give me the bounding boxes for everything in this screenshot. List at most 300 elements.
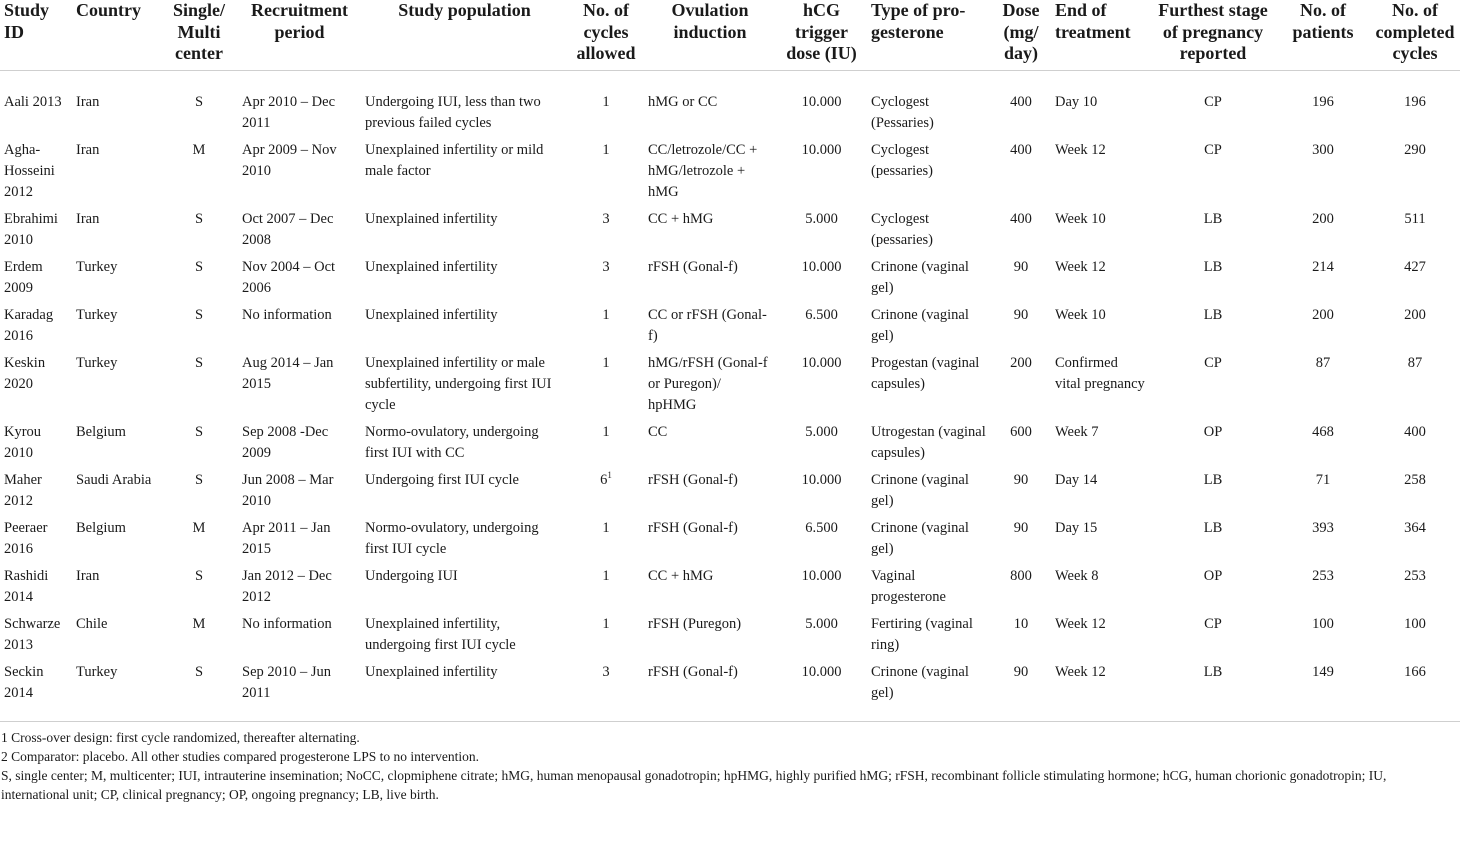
cell-recruitment [238, 662, 361, 722]
cell-patients [1276, 353, 1370, 422]
cell-completed-text: 364 [1404, 520, 1426, 536]
cell-patients-text: 87 [1315, 355, 1331, 371]
table-row [0, 71, 1460, 141]
cell-center [160, 305, 238, 353]
cell-stage-text: LB [1203, 520, 1223, 536]
cell-patients [1276, 566, 1370, 614]
cell-completed-text: 258 [1404, 472, 1426, 488]
cell-progesterone-text: Crinone (vaginal gel) [871, 472, 969, 509]
cell-center [160, 71, 238, 141]
cell-stage-text: LB [1203, 472, 1223, 488]
cell-progesterone [867, 257, 991, 305]
cell-patients [1276, 305, 1370, 353]
cell-study-id-text: Peeraer 2016 [4, 520, 48, 557]
header-single-multi: Single/ Multi center [160, 0, 238, 71]
header-progesterone: Type of pro- gesterone [867, 0, 991, 71]
cell-hcg [776, 305, 867, 353]
header-recruitment: Recruitment period [238, 0, 361, 71]
cell-completed [1370, 518, 1460, 566]
cell-dose [991, 257, 1051, 305]
cell-dose-text: 10 [1013, 616, 1029, 632]
cell-dose [991, 305, 1051, 353]
cell-country-text: Turkey [76, 355, 118, 371]
table-row [0, 209, 1460, 257]
cell-progesterone [867, 422, 991, 470]
cell-hcg-text: 10.000 [801, 94, 842, 110]
cell-end [1051, 257, 1150, 305]
cell-progesterone [867, 209, 991, 257]
cell-patients [1276, 422, 1370, 470]
cell-end [1051, 614, 1150, 662]
cell-ovulation-text: hMG/rFSH (Gonal-f or Puregon)/ hpHMG [648, 355, 768, 413]
cell-ovulation-text: CC + hMG [648, 211, 714, 227]
cell-center-text: S [194, 472, 204, 488]
cell-patients-text: 468 [1312, 424, 1334, 440]
cell-progesterone [867, 662, 991, 722]
cell-center [160, 470, 238, 518]
cell-completed [1370, 566, 1460, 614]
cell-cycles [568, 353, 644, 422]
cell-completed [1370, 305, 1460, 353]
cell-end [1051, 662, 1150, 722]
cell-ovulation [644, 71, 776, 141]
cell-cycles-text: 3 [602, 259, 610, 275]
cell-end-text: Week 12 [1055, 142, 1106, 158]
cell-country-text: Belgium [76, 424, 126, 440]
cell-country [72, 614, 160, 662]
cell-study-id-text: Agha-Hosseini 2012 [4, 142, 55, 200]
cell-end [1051, 209, 1150, 257]
cell-study-id [0, 614, 72, 662]
cell-center [160, 353, 238, 422]
cell-dose [991, 71, 1051, 141]
cell-progesterone [867, 566, 991, 614]
cell-population [361, 422, 568, 470]
cell-recruitment-text: No information [242, 616, 332, 632]
cell-dose [991, 566, 1051, 614]
cell-dose [991, 662, 1051, 722]
footnote-1: 1 Cross-over design: first cycle randomized, thereafter alternating. [1, 730, 360, 745]
cell-hcg-text: 5.000 [805, 616, 838, 632]
cell-dose-text: 90 [1013, 520, 1029, 536]
cell-end [1051, 470, 1150, 518]
cell-patients-text: 200 [1312, 307, 1334, 323]
cell-country-text: Iran [76, 211, 100, 227]
cell-cycles [568, 422, 644, 470]
footnote-2: 2 Comparator: placebo. All other studies compared progesterone LPS to no intervention. [1, 749, 480, 764]
cell-recruitment [238, 71, 361, 141]
cell-hcg [776, 518, 867, 566]
cell-hcg-text: 10.000 [801, 142, 842, 158]
table-row [0, 422, 1460, 470]
cell-end [1051, 71, 1150, 141]
cell-progesterone [867, 71, 991, 141]
cell-stage [1150, 71, 1276, 141]
cell-ovulation-text: CC or rFSH (Gonal-f) [648, 307, 767, 344]
cell-hcg [776, 353, 867, 422]
cell-population-text: Unexplained infertility [365, 664, 498, 680]
cell-progesterone-text: Crinone (vaginal gel) [871, 520, 969, 557]
cell-stage-text: CP [1204, 142, 1222, 158]
cell-end [1051, 566, 1150, 614]
cell-country [72, 257, 160, 305]
cell-country-text: Belgium [76, 520, 126, 536]
abbreviations-line-1: S, single center; M, multicenter; IUI, intrauterine insemination; NoCC, clopmiphene citrate; hMG, human menopausal gonadotropin; hpHMG, highly purified hMG; rFSH, recombinant follicle stimulating hormone; hCG, human chorionic gonadotropin; IU, [1, 768, 1387, 783]
cell-hcg-text: 6.500 [805, 307, 838, 323]
cell-population-text: Undergoing first IUI cycle [365, 472, 519, 488]
cell-center-text: M [192, 142, 206, 158]
table-row [0, 257, 1460, 305]
table-row [0, 470, 1460, 518]
cell-study-id-text: Kyrou 2010 [4, 424, 42, 461]
abbreviations-line-2: international unit; CP, clinical pregnancy; OP, ongoing pregnancy; LB, live birth. [1, 787, 439, 802]
header-hcg: hCG trigger dose (IU) [776, 0, 867, 71]
cell-study-id-text: Aali 2013 [4, 94, 62, 110]
cell-recruitment-text: Apr 2009 – Nov 2010 [242, 142, 337, 179]
cell-ovulation-text: CC [648, 424, 668, 440]
cell-progesterone-text: Cyclogest (Pessaries) [871, 94, 934, 131]
cell-recruitment-text: Sep 2010 – Jun 2011 [242, 664, 332, 701]
cell-end-text: Week 12 [1055, 259, 1106, 275]
cell-stage-text: CP [1204, 94, 1222, 110]
cell-study-id [0, 140, 72, 209]
cell-hcg [776, 257, 867, 305]
cell-completed [1370, 470, 1460, 518]
cell-end [1051, 353, 1150, 422]
cell-country [72, 305, 160, 353]
header-cycles: No. of cycles allowed [568, 0, 644, 71]
cell-population [361, 71, 568, 141]
cell-dose-text: 400 [1010, 211, 1032, 227]
cell-ovulation-text: CC/letrozole/CC + hMG/letrozole + hMG [648, 142, 758, 200]
cell-dose [991, 614, 1051, 662]
cell-hcg-text: 5.000 [805, 424, 838, 440]
cell-completed-text: 253 [1404, 568, 1426, 584]
header-stage: Furthest stage of pregnancy reported [1150, 0, 1276, 71]
header-country: Country [72, 0, 160, 71]
cell-recruitment [238, 305, 361, 353]
cell-recruitment [238, 470, 361, 518]
table-row [0, 566, 1460, 614]
cell-population [361, 353, 568, 422]
cell-population-text: Unexplained infertility [365, 307, 498, 323]
header-ovulation: Ovulation induction [644, 0, 776, 71]
cell-progesterone-text: Cyclogest (pessaries) [871, 142, 934, 179]
cell-stage [1150, 209, 1276, 257]
cell-country [72, 470, 160, 518]
cell-population-text: Unexplained infertility or male subfertility, undergoing first IUI cycle [365, 355, 552, 413]
cell-progesterone-text: Crinone (vaginal gel) [871, 664, 969, 701]
cell-study-id-text: Seckin 2014 [4, 664, 44, 701]
cell-study-id [0, 305, 72, 353]
cell-country-text: Saudi Arabia [76, 472, 152, 488]
cell-end-text: Confirmed vital pregnancy [1055, 355, 1145, 392]
cell-cycles [568, 518, 644, 566]
cell-center-text: S [194, 664, 204, 680]
cell-population-text: Normo-ovulatory, undergoing first IUI cycle [365, 520, 539, 557]
cell-end-text: Day 15 [1055, 520, 1098, 536]
cell-dose-text: 90 [1013, 664, 1029, 680]
cell-cycles [568, 566, 644, 614]
cell-ovulation-text: rFSH (Puregon) [648, 616, 742, 632]
cell-country-text: Turkey [76, 664, 118, 680]
cell-patients-text: 149 [1312, 664, 1334, 680]
cell-ovulation [644, 257, 776, 305]
cell-recruitment-text: Apr 2011 – Jan 2015 [242, 520, 331, 557]
cell-cycles [568, 305, 644, 353]
cell-recruitment-text: Aug 2014 – Jan 2015 [242, 355, 334, 392]
cell-study-id-text: Erdem 2009 [4, 259, 43, 296]
cell-dose-text: 90 [1013, 259, 1029, 275]
cell-country [72, 140, 160, 209]
cell-country [72, 422, 160, 470]
cell-hcg-text: 10.000 [801, 664, 842, 680]
cell-hcg-text: 10.000 [801, 355, 842, 371]
cell-hcg-text: 5.000 [805, 211, 838, 227]
cell-cycles [568, 209, 644, 257]
cell-completed-text: 511 [1404, 211, 1426, 227]
cell-center [160, 422, 238, 470]
cell-progesterone [867, 614, 991, 662]
cell-patients [1276, 140, 1370, 209]
cell-patients-text: 393 [1312, 520, 1334, 536]
cell-recruitment-text: Oct 2007 – Dec 2008 [242, 211, 334, 248]
cell-dose-text: 400 [1010, 142, 1032, 158]
cell-ovulation [644, 614, 776, 662]
cell-progesterone-text: Utrogestan (vaginal capsules) [871, 424, 986, 461]
cell-population-text: Unexplained infertility, undergoing first IUI cycle [365, 616, 516, 653]
cell-cycles-text: 3 [602, 664, 610, 680]
cell-dose [991, 470, 1051, 518]
cell-cycles-text: 1 [602, 355, 610, 371]
cell-population [361, 305, 568, 353]
cell-completed-text: 400 [1404, 424, 1426, 440]
cell-study-id-text: Keskin 2020 [4, 355, 46, 392]
cell-study-id [0, 209, 72, 257]
cell-population [361, 470, 568, 518]
cell-study-id [0, 662, 72, 722]
cell-ovulation [644, 353, 776, 422]
cell-country-text: Iran [76, 142, 100, 158]
cell-study-id [0, 257, 72, 305]
footnote-marker: 1 [607, 470, 612, 480]
cell-hcg-text: 10.000 [801, 568, 842, 584]
cell-dose-text: 400 [1010, 94, 1032, 110]
cell-recruitment-text: Jun 2008 – Mar 2010 [242, 472, 334, 509]
cell-ovulation-text: rFSH (Gonal-f) [648, 664, 738, 680]
table-row [0, 353, 1460, 422]
header-study-id: Study ID [0, 0, 72, 71]
cell-stage [1150, 353, 1276, 422]
cell-cycles-text: 1 [602, 307, 610, 323]
cell-cycles [568, 662, 644, 722]
cell-dose [991, 353, 1051, 422]
header-completed: No. of completed cycles [1370, 0, 1460, 71]
cell-dose [991, 209, 1051, 257]
table-row [0, 614, 1460, 662]
cell-population [361, 614, 568, 662]
cell-population-text: Normo-ovulatory, undergoing first IUI with CC [365, 424, 539, 461]
cell-country-text: Iran [76, 94, 100, 110]
cell-completed-text: 166 [1404, 664, 1426, 680]
cell-dose-text: 600 [1010, 424, 1032, 440]
cell-country [72, 71, 160, 141]
cell-ovulation [644, 422, 776, 470]
cell-population-text: Undergoing IUI [365, 568, 458, 584]
cell-patients [1276, 470, 1370, 518]
cell-patients-text: 300 [1312, 142, 1334, 158]
cell-completed [1370, 662, 1460, 722]
cell-stage-text: CP [1204, 355, 1222, 371]
cell-recruitment-text: Apr 2010 – Dec 2011 [242, 94, 336, 131]
cell-cycles [568, 470, 644, 518]
cell-completed [1370, 209, 1460, 257]
cell-ovulation-text: hMG or CC [648, 94, 718, 110]
cell-hcg-text: 6.500 [805, 520, 838, 536]
cell-patients [1276, 71, 1370, 141]
cell-stage [1150, 305, 1276, 353]
cell-patients [1276, 662, 1370, 722]
cell-patients-text: 100 [1312, 616, 1334, 632]
cell-study-id-text: Ebrahimi 2010 [4, 211, 58, 248]
cell-study-id [0, 470, 72, 518]
cell-completed [1370, 71, 1460, 141]
cell-ovulation-text: CC + hMG [648, 568, 714, 584]
cell-completed [1370, 257, 1460, 305]
cell-end-text: Week 10 [1055, 307, 1106, 323]
cell-stage-text: OP [1203, 568, 1223, 584]
cell-population [361, 257, 568, 305]
cell-progesterone-text: Vaginal progesterone [871, 568, 946, 605]
cell-stage [1150, 140, 1276, 209]
cell-end-text: Week 8 [1055, 568, 1099, 584]
cell-population [361, 209, 568, 257]
header-end: End of treatment [1051, 0, 1150, 71]
cell-study-id [0, 518, 72, 566]
cell-hcg [776, 470, 867, 518]
cell-ovulation [644, 662, 776, 722]
cell-end-text: Week 10 [1055, 211, 1106, 227]
cell-stage [1150, 614, 1276, 662]
cell-progesterone [867, 353, 991, 422]
cell-cycles-text: 1 [602, 94, 610, 110]
cell-study-id [0, 353, 72, 422]
cell-cycles-text: 1 [602, 142, 610, 158]
cell-ovulation [644, 140, 776, 209]
cell-stage [1150, 662, 1276, 722]
cell-end [1051, 305, 1150, 353]
cell-patients [1276, 209, 1370, 257]
cell-end-text: Week 12 [1055, 616, 1106, 632]
cell-center-text: S [194, 355, 204, 371]
cell-country [72, 662, 160, 722]
cell-population-text: Unexplained infertility or mild male factor [365, 142, 544, 179]
cell-hcg [776, 662, 867, 722]
cell-completed-text: 196 [1404, 94, 1426, 110]
cell-progesterone-text: Cyclogest (pessaries) [871, 211, 934, 248]
cell-population [361, 140, 568, 209]
cell-end [1051, 518, 1150, 566]
cell-completed-text: 427 [1404, 259, 1426, 275]
cell-center [160, 209, 238, 257]
cell-patients [1276, 614, 1370, 662]
cell-completed-text: 290 [1404, 142, 1426, 158]
cell-center [160, 566, 238, 614]
cell-stage [1150, 422, 1276, 470]
cell-cycles-text: 1 [602, 616, 610, 632]
cell-ovulation [644, 305, 776, 353]
cell-hcg-text: 10.000 [801, 472, 842, 488]
cell-center [160, 518, 238, 566]
cell-cycles [568, 140, 644, 209]
cell-cycles-text: 1 [602, 568, 610, 584]
cell-recruitment [238, 209, 361, 257]
header-dose: Dose (mg/ day) [991, 0, 1051, 71]
cell-population-text: Undergoing IUI, less than two previous failed cycles [365, 94, 541, 131]
cell-recruitment-text: Sep 2008 -Dec 2009 [242, 424, 329, 461]
cell-study-id-text: Maher 2012 [4, 472, 42, 509]
cell-study-id-text: Rashidi 2014 [4, 568, 49, 605]
cell-study-id [0, 422, 72, 470]
cell-dose [991, 140, 1051, 209]
table-row [0, 140, 1460, 209]
cell-country-text: Iran [76, 568, 100, 584]
cell-population [361, 566, 568, 614]
cell-stage-text: LB [1203, 307, 1223, 323]
cell-completed [1370, 353, 1460, 422]
cell-stage-text: LB [1203, 259, 1223, 275]
cell-center [160, 614, 238, 662]
cell-end [1051, 140, 1150, 209]
cell-center-text: S [194, 568, 204, 584]
cell-patients-text: 214 [1312, 259, 1334, 275]
cell-hcg [776, 140, 867, 209]
cell-study-id-text: Karadag 2016 [4, 307, 54, 344]
cell-center-text: S [194, 307, 204, 323]
cell-completed [1370, 422, 1460, 470]
cell-recruitment [238, 614, 361, 662]
cell-population [361, 518, 568, 566]
cell-dose-text: 90 [1013, 307, 1029, 323]
cell-progesterone [867, 305, 991, 353]
cell-cycles-text: 3 [602, 211, 610, 227]
cell-hcg [776, 71, 867, 141]
cell-completed-text: 87 [1407, 355, 1423, 371]
cell-recruitment [238, 353, 361, 422]
cell-recruitment [238, 422, 361, 470]
cell-progesterone-text: Crinone (vaginal gel) [871, 259, 969, 296]
cell-ovulation [644, 518, 776, 566]
cell-dose-text: 800 [1010, 568, 1032, 584]
cell-population-text: Unexplained infertility [365, 259, 498, 275]
cell-ovulation [644, 566, 776, 614]
cell-country [72, 353, 160, 422]
cell-population [361, 662, 568, 722]
cell-dose-text: 200 [1010, 355, 1032, 371]
cell-progesterone [867, 470, 991, 518]
cell-country-text: Turkey [76, 307, 118, 323]
cell-stage [1150, 518, 1276, 566]
cell-center-text: S [194, 259, 204, 275]
cell-hcg [776, 209, 867, 257]
cell-stage-text: OP [1203, 424, 1223, 440]
table-row [0, 305, 1460, 353]
cell-stage-text: LB [1203, 211, 1223, 227]
cell-country [72, 518, 160, 566]
cell-center-text: M [192, 520, 206, 536]
cell-ovulation [644, 470, 776, 518]
cell-cycles-text: 1 [602, 520, 610, 536]
